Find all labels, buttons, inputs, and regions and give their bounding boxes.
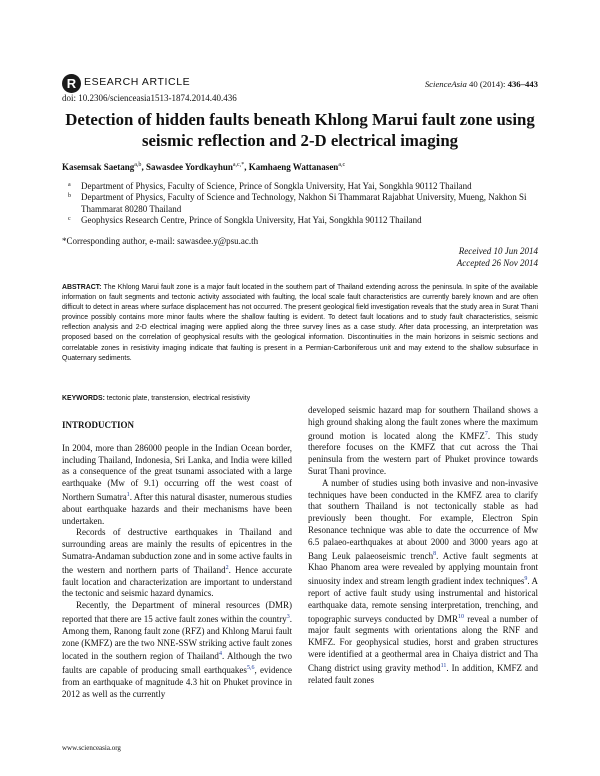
author-name: Kasemsak Saetang xyxy=(62,162,135,172)
citation-link[interactable]: 5,6 xyxy=(246,665,255,672)
abstract-text: The Khlong Marui fault zone is a major fault located in the southern part of Thailand extending across the peninsula. In spite of the available information on fault segments and tectonic activity associated with faulting, the local scale fault characteristics are currently barely known and are often difficult to detect in areas where surface displacement has not occurred. The present geological field investigation reveals that the study area in Surat Thani province possibly contains more minor faults where the shallow faulting is evident. To detect fault locations and to study fault characteristics, seismic reflection analysis and 2-D electrical imaging were applied along the three survey lines as a case study. After data processing, an interpretation was proposed based on the correlation of geophysical results with the geological information. Discontinuities in the main horizons in seismic sections and correlatable zones in resistivity imaging indicate that faulting is present in a Permian-Carboniferous unit and may extend to the shallow subsurface in Quaternary sediments. xyxy=(62,284,538,362)
body-paragraph: developed seismic hazard map for southern Thailand shows a high ground shaking along the fault zones where the maximum ground motion is located along the KMFZ$^7$. This study therefore focuses on the KMFZ that cut across the Thai peninsula from the western part of Phuket province towards Surat Thani province. xyxy=(308,405,539,476)
journal-citation xyxy=(425,79,538,89)
footer-url[interactable]: www.scienceasia.org xyxy=(62,744,121,752)
journal-pages: 436–443 xyxy=(507,79,538,89)
affiliation xyxy=(68,181,538,192)
author-affil-mark: a,c xyxy=(338,162,346,168)
citation-link[interactable]: 8 xyxy=(433,550,437,557)
accepted-date: Accepted 26 Nov 2014 xyxy=(456,257,538,268)
affiliation xyxy=(68,215,538,226)
author-separator: , xyxy=(244,162,249,172)
author-name: Kamhaeng Wattanasen xyxy=(248,162,339,172)
journal-volume: 40 (2014): xyxy=(468,79,506,89)
citation-link[interactable]: 1 xyxy=(126,491,130,498)
body-paragraph: In 2004, more than 286000 people in the Indian Ocean border, including Thailand, Indonesia, Sri Lanka, and India were killed as a consequence of the great tsunami associated with a large earthquake (Mw of 9.1) occurring off the west coast of Northern Sumatra$^1$. After this natural disaster, numerous studies about earthquake hazards and their mechanisms have been undertaken. xyxy=(62,442,292,526)
doi[interactable]: doi: 10.2306/scienceasia1513-1874.2014.40.436 xyxy=(62,93,237,103)
keywords-text: tectonic plate, transtension, electrical resistivity xyxy=(104,395,251,402)
citation-link[interactable]: 7 xyxy=(484,430,488,437)
article-dates xyxy=(457,246,538,269)
article-type-label: ESEARCH ARTICLE xyxy=(84,76,191,88)
body-column-left xyxy=(62,420,292,701)
citation-link[interactable]: 4 xyxy=(218,651,222,658)
citation-link[interactable]: 9 xyxy=(524,576,528,583)
section-heading: INTRODUCTION xyxy=(62,420,135,430)
affiliation-text: Department of Physics, Faculty of Science and Technology, Nakhon Si Thammarat Rajabhat University, Mueng, Nakhon Si Thammarat 80280 Thailand xyxy=(81,192,527,214)
citation-link[interactable]: 11 xyxy=(440,662,447,669)
affiliation-text: Geophysics Research Centre, Prince of Songkla University, Hat Yai, Songkhla 90112 Thailand xyxy=(81,215,422,226)
body-paragraph: A number of studies using both invasive and non-invasive techniques have been conducted in the KMFZ area to clarify that southern Thailand is not tectonically stable as had previously been thought. For example, Electron Spin Resonance technique was able to date the occurrence of Mw 6.5 palaeo-earthquakes at about 2000 and 3000 years ago at Bang Leuk palaeoseismic trench$^8$. Active fault segments at Khao Phanom area were revealed by applying mountain front sinuosity index and stream length gradient index techniques$^9$. A report of active fault study using instrumental and historical earthquake data, remote sensing interpretation, trenching, and topographic surveys conducted by DMR$^{10}$ reveal a number of major fault segments with orientations along the RNF and KMFZ. For geophysical studies, horst and graben structures were identified at a geothermal area in Chaiya district and Tha Chang district using gravity method$^{11}$. In addition, KMFZ and related fault zones xyxy=(308,477,538,685)
body-paragraph: Records of destructive earthquakes in Thailand and surrounding areas are mainly the results of epicentres in the Sumatra-Andaman subduction zone and in some active faults in the western and northern parts of Thailand$^2$. Hence accurate fault location and characterization are important to understand the tectonic and seismic hazard dynamics. xyxy=(62,527,292,599)
keywords xyxy=(62,395,250,402)
affiliation-mark: a xyxy=(68,182,71,188)
affiliation-mark: b xyxy=(68,193,71,200)
received-date: Received 10 Jun 2014 xyxy=(458,246,538,256)
author-separator: , xyxy=(141,162,146,172)
affiliation-mark: c xyxy=(68,216,71,223)
journal-logo: R xyxy=(62,74,81,93)
author-name: Sawasdee Yordkayhun xyxy=(145,162,233,172)
paper-title: Detection of hidden faults beneath Khlong Marui fault zone using seismic reflection and 2-D electrical imaging xyxy=(65,110,535,150)
corresponding-author: *Corresponding author, e-mail: sawasdee.y@psu.ac.th xyxy=(62,236,259,246)
affiliation xyxy=(68,192,538,215)
author-affil-mark: a,b xyxy=(134,162,142,168)
citation-link[interactable]: 2 xyxy=(225,564,229,571)
keywords-label: KEYWORDS: xyxy=(62,395,105,402)
body-paragraph: Recently, the Department of mineral resources (DMR) reported that there are 15 active fault zones within the country$^3$. Among them, Ranong fault zone (RFZ) and Khlong Marui fault zone (KMFZ) are the two NNE-SSW striking active fault zones located in the southern region of Thailand$^4$. Although the two faults are capable of producing small earthquakes$^{5,6}$, evidence from an earthquake of magnitude 4.3 hit on Phuket province in 2012 as well as the currently xyxy=(62,600,293,699)
author-affil-mark: a,c,* xyxy=(232,162,245,168)
abstract-label: ABSTRACT: xyxy=(62,284,102,291)
citation-link[interactable]: 3 xyxy=(286,613,290,620)
abstract xyxy=(62,283,538,364)
body-column-right xyxy=(308,405,538,686)
citation-link[interactable]: 10 xyxy=(458,613,464,620)
affiliation-list xyxy=(68,181,538,227)
affiliation-text: Department of Physics, Faculty of Science, Prince of Songkla University, Hat Yai, Songkhla 90112 Thailand xyxy=(81,181,472,191)
author-list xyxy=(62,162,345,172)
journal-name: ScienceAsia xyxy=(424,79,467,89)
